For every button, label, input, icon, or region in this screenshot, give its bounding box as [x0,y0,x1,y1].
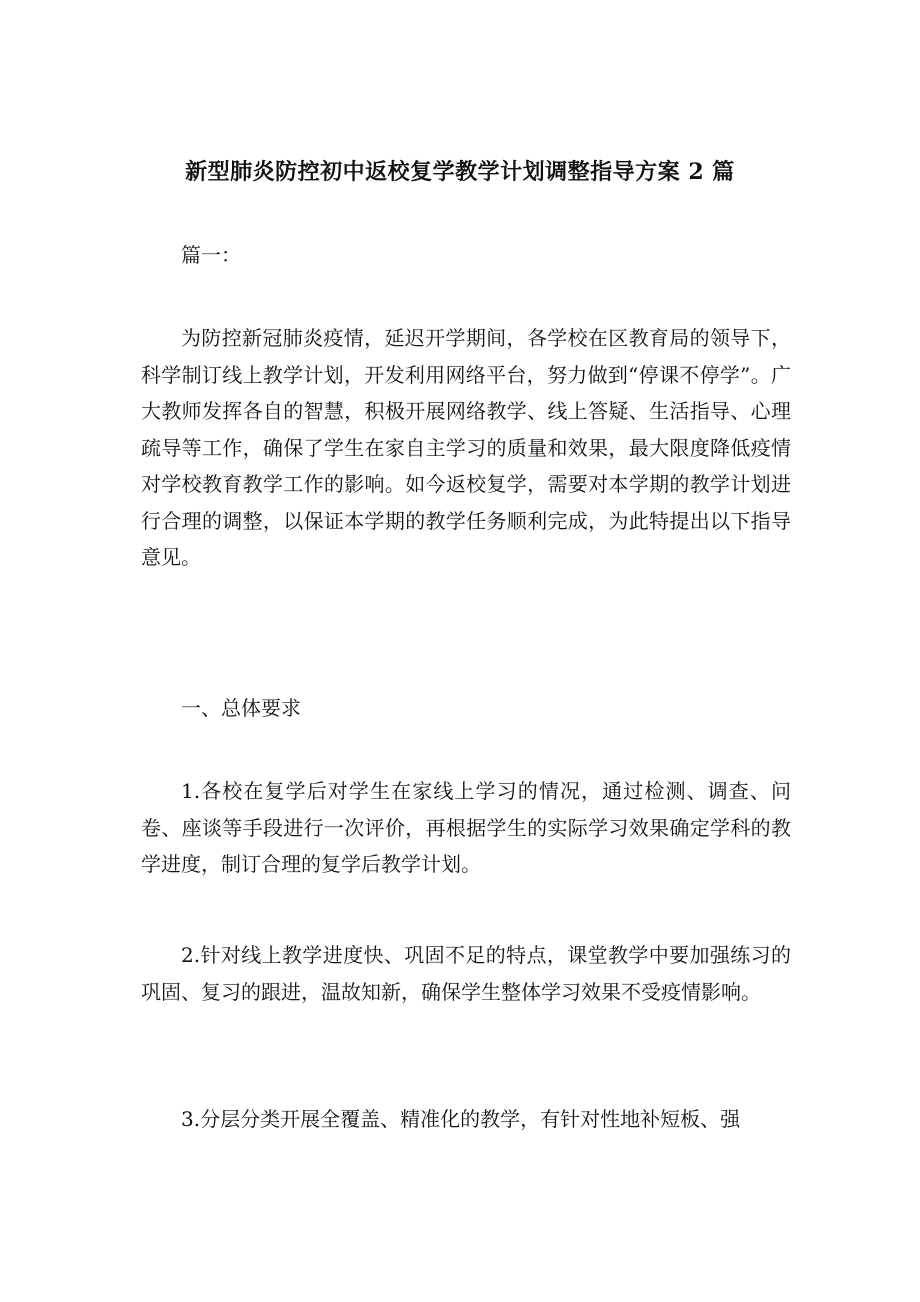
document-title: 新型肺炎防控初中返校复学教学计划调整指导方案 2 篇 [185,159,735,185]
item-paragraph-1: 1.各校在复学后对学生在家线上学习的情况，通过检测、调查、问卷、座谈等手段进行一次评价，再根据学生的实际学习效果确定学科的教学进度，制订合理的复学后教学计划。 [141,779,791,876]
heading-general-requirements: 一、总体要求 [181,696,301,720]
section-label: 篇一： [181,243,241,267]
item-paragraph-2: 2.针对线上教学进度快、巩固不足的特点，课堂教学中要加强练习的巩固、复习的跟进，温故知新，确保学生整体学习效果不受疫情影响。 [141,943,791,1004]
intro-paragraph: 为防控新冠肺炎疫情，延迟开学期间，各学校在区教育局的领导下，科学制订线上教学计划，开发利用网络平台，努力做到“停课不停学”。广大教师发挥各自的智慧，积极开展网络教学、线上答疑、生活指导、心理疏导等工作，确保了学生在家自主学习的质量和效果，最大限度降低疫情对学校教育教学工作的影响。如今返校复学，需要对本学期的教学计划进行合理的调整，以保证本学期的教学任务顺利完成，为此特提出以下指导意见。 [141,326,791,569]
item-paragraph-3: 3.分层分类开展全覆盖、精准化的教学，有针对性地补短板、强 [181,1107,741,1131]
